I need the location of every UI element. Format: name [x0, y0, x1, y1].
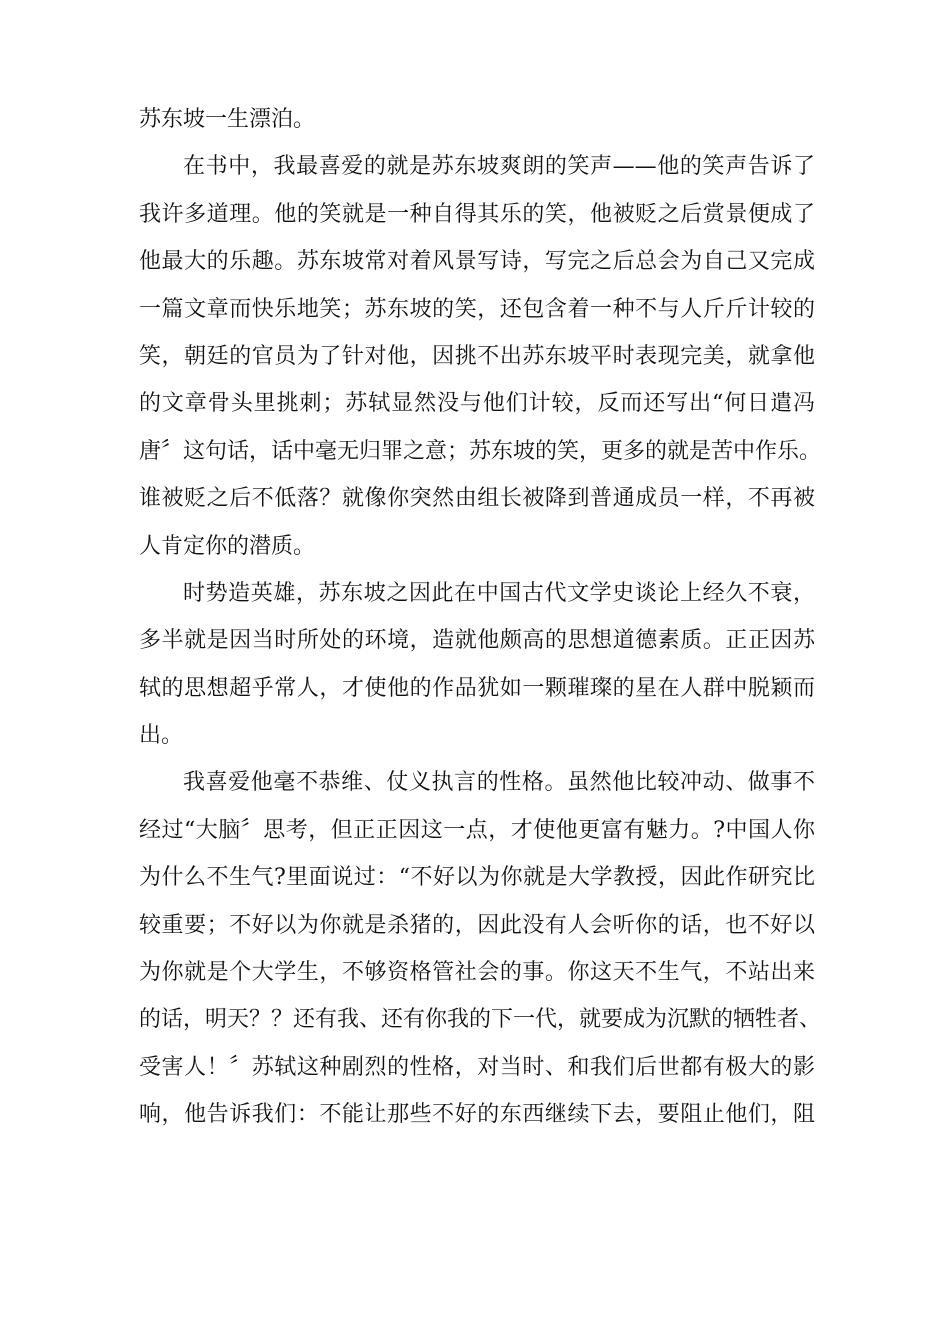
text-line: 人肯定你的潜质。 [139, 533, 316, 559]
text-line: 的文章骨头里挑刺；苏轼显然没与他们计较，反而还写出“何日遣冯 [139, 391, 815, 417]
text-line: 谁被贬之后不低落？就像你突然由组长被降到普通成员一样，不再被 [139, 486, 815, 512]
text-line: 多半就是因当时所处的环境，造就他颇高的思想道德素质。正正因苏 [139, 628, 815, 654]
text-line: 苏东坡一生漂泊。 [139, 107, 316, 132]
text-line: 的话，明天？？还有我、还有你我的下一代，就要成为沉默的牺牲者、 [139, 1007, 822, 1033]
text-line: 在书中，我最喜爱的就是苏东坡爽朗的笑声——他的笑声告诉了 [183, 154, 815, 180]
text-line: 经过“大脑〞思考，但正正因这一点，才使他更富有魅力。?中国人你 [139, 817, 815, 843]
text-line: 我喜爱他毫不恭维、仗义执言的性格。虽然他比较冲动、做事不 [183, 770, 815, 796]
text-line: 时势造英雄，苏东坡之因此在中国古代文学史谈论上经久不衰， [183, 580, 815, 606]
text-line: 较重要；不好以为你就是杀猪的，因此没有人会听你的话，也不好以 [139, 912, 815, 938]
text-line: 受害人！〞苏轼这种剧烈的性格，对当时、和我们后世都有极大的影 [139, 1054, 815, 1080]
document-body [139, 96, 822, 1139]
text-line: 一篇文章而快乐地笑；苏东坡的笑，还包含着一种不与人斤斤计较的 [139, 296, 815, 322]
text-line: 轼的思想超乎常人，才使他的作品犹如一颗璀璨的星在人群中脱颖而 [139, 675, 815, 701]
text-line: 出。 [139, 723, 184, 749]
text-line: 为什么不生气?里面说过：“不好以为你就是大学教授，因此作研究比 [139, 865, 815, 891]
text-line: 他最大的乐趣。苏东坡常对着风景写诗，写完之后总会为自己又完成 [139, 249, 815, 275]
text-line: 为你就是个大学生，不够资格管社会的事。你这天不生气，不站出来 [139, 960, 815, 986]
text-line: 我许多道理。他的笑就是一种自得其乐的笑，他被贬之后赏景便成了 [139, 201, 815, 227]
text-line: 笑，朝廷的官员为了针对他，因挑不出苏东坡平时表现完美，就拿他 [139, 343, 815, 369]
text-line: 响，他告诉我们：不能让那些不好的东西继续下去，要阻止他们，阻 [139, 1102, 815, 1128]
text-line: 唐〞这句话，话中毫无归罪之意；苏东坡的笑，更多的就是苦中作乐。 [139, 438, 822, 464]
